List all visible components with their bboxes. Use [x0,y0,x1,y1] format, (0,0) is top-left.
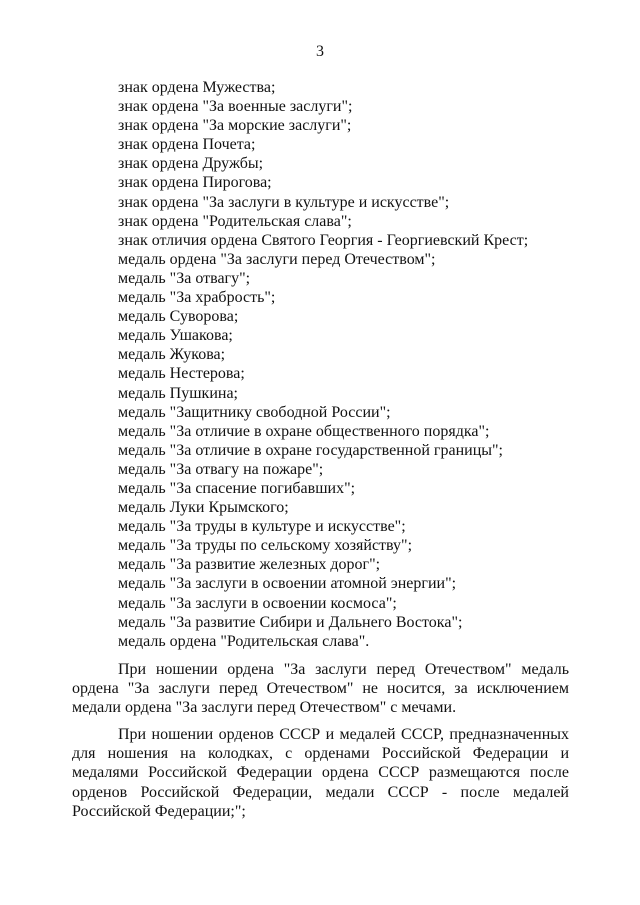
award-list-item: медаль "За труды в культуре и искусстве"; [118,518,406,536]
award-list-item: медаль Нестерова; [118,365,245,383]
paragraph-line: медалями Российской Федерации ордена СССР размещаются после [72,764,569,782]
award-list-item: знак ордена Почета; [118,136,256,154]
page-number: 3 [316,43,324,60]
award-list-item: знак ордена "Родительская слава"; [118,212,352,230]
award-list-item: знак ордена "За заслуги в культуре и искусстве"; [118,193,450,211]
paragraph [72,660,569,717]
award-list-item: знак ордена "За морские заслуги"; [118,117,352,135]
award-list-item: медаль Ушакова; [118,327,233,345]
paragraph-line: Российской Федерации;"; [72,802,246,820]
award-list-item: медаль "За отличие в охране общественного порядка"; [118,422,490,440]
award-list-item: знак ордена Мужества; [118,79,276,96]
award-list-item: медаль "За труды по сельскому хозяйству"; [118,537,413,555]
award-list-item: медаль "За развитие железных дорог"; [118,556,381,574]
award-list-item: медаль "За отличие в охране государственной границы"; [118,441,503,459]
award-list-item: медаль ордена "Родительская слава". [118,632,370,650]
award-list-item: медаль "За развитие Сибири и Дальнего Востока"; [118,613,463,631]
award-list-item: медаль Пушкина; [118,384,238,402]
award-list-item: медаль "За заслуги в освоении атомной энергии"; [118,575,457,593]
award-list-item: знак ордена "За военные заслуги"; [118,98,353,116]
award-list-item: знак ордена Дружбы; [118,155,264,173]
award-list-item: медаль "Защитнику свободной России"; [118,403,391,421]
award-list-item: знак отличия ордена Святого Георгия - Георгиевский Крест; [118,231,529,249]
paragraph-line: медали ордена "За заслуги перед Отечеством" с мечами. [72,699,457,717]
paragraph-line: для ношения на колодках, с орденами Российской Федерации и [72,745,569,763]
award-list [118,78,528,651]
paragraph-line: При ношении ордена "За заслуги перед Отечеством" медаль [118,661,569,678]
award-list-item: медаль "За заслуги в освоении космоса"; [118,594,397,612]
paragraph-line: орденов Российской Федерации, медали СССР - после медалей [72,783,569,801]
award-list-item: медаль Жукова; [118,346,226,364]
paragraph [72,725,569,820]
award-list-item: медаль Суворова; [118,308,239,326]
award-list-item: медаль "За отвагу"; [118,269,251,287]
award-list-item: медаль "За отвагу на пожаре"; [118,460,324,478]
paragraph-line: ордена "За заслуги перед Отечеством" не носится, за исключением [72,680,569,698]
award-list-item: медаль ордена "За заслуги перед Отечеством"; [118,250,436,268]
award-list-item: медаль "За храбрость"; [118,289,276,307]
body-paragraphs [72,660,569,829]
award-list-item: медаль Луки Крымского; [118,499,289,517]
award-list-item: медаль "За спасение погибавших"; [118,479,356,497]
paragraph-line: При ношении орденов СССР и медалей СССР, предназначенных [118,726,569,744]
award-list-item: знак ордена Пирогова; [118,174,272,192]
